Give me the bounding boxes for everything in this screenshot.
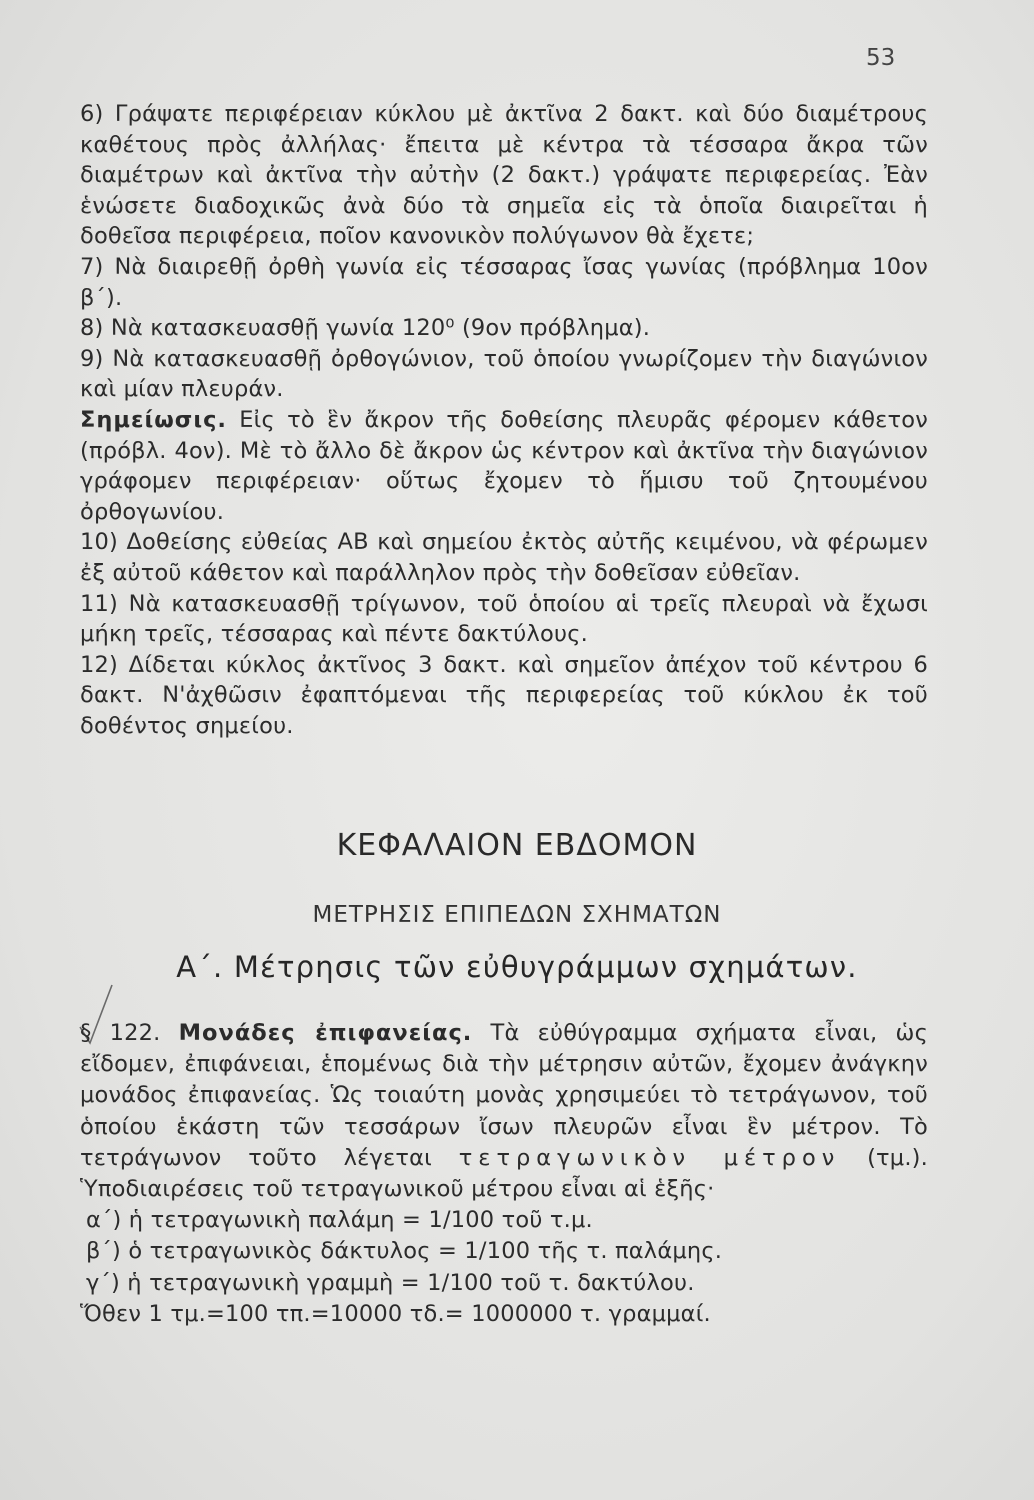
- exercises-block: [80, 99, 928, 741]
- exercise-6: 6) Γράψατε περιφέρειαν κύκλου μὲ ἀκτῖνα 2 δακτ. καὶ δύο διαμέτρους καθέτους πρὸς ἀλλήλας· ἔπειτα μὲ κέντρα τὰ τέσσαρα ἄκρα τῶν διαμέτρων καὶ ἀκτῖνα τὴν αὐτὴν (2 δακτ.) γράψατε περιφερείας. Ἐὰν ἑνώσετε διαδοχικῶς ἀνὰ δύο τὰ σημεῖα εἰς τὰ ὁποῖα διαιρεῖται ἡ δοθεῖσα περιφέρεια, ποῖον κανονικὸν πολύγωνον θὰ ἔχετε;: [80, 101, 928, 250]
- subdivision-b: β΄) ὁ τετραγωνικὸς δάκτυλος = 1/100 τῆς τ. παλάμης.: [86, 1238, 723, 1265]
- page-number: 53: [866, 45, 896, 71]
- exercise-10: 10) Δοθείσης εὐθείας ΑΒ καὶ σημείου ἐκτὸς αὐτῆς κειμένου, νὰ φέρωμεν ἐξ αὐτοῦ κάθετον καὶ παράλληλον πρὸς τὴν δοθεῖσαν εὐθεῖαν.: [80, 529, 928, 586]
- section-title: Α΄. Μέτρησις τῶν εὐθυγράμμων σχημάτων.: [176, 950, 858, 984]
- chapter-title: ΚΕΦΑΛΑΙΟΝ ΕΒΔΟΜΟΝ: [336, 828, 698, 863]
- exercise-12: 12) Δίδεται κύκλος ἀκτῖνος 3 δακτ. καὶ σημεῖον ἀπέχον τοῦ κέντρου 6 δακτ. Ν'ἀχθῶσιν ἐφαπτόμεναι τῆς περιφερείας τοῦ κύκλου ἐκ τοῦ δοθέντος σημείου.: [80, 651, 928, 739]
- exercise-9: 9) Νὰ κατασκευασθῇ ὀρθογώνιον, τοῦ ὁποίου γνωρίζομεν τὴν διαγώνιον καὶ μίαν πλευράν.: [80, 345, 928, 403]
- exercise-7: 7) Νὰ διαιρεθῇ ὀρθὴ γωνία εἰς τέσσαρας ἴσας γωνίας (πρόβλημα 10ον β΄).: [80, 253, 928, 311]
- conclusion-line: Ὅθεν 1 τμ.=100 τπ.=10000 τδ.= 1000000 τ. γραμμαί.: [80, 1300, 711, 1327]
- chapter-subtitle: ΜΕΤΡΗΣΙΣ ΕΠΙΠΕΔΩΝ ΣΧΗΜΑΤΩΝ: [312, 902, 722, 928]
- section-number: § 122.: [80, 1020, 161, 1046]
- note-label: Σημείωσις.: [80, 406, 227, 433]
- exercise-8: 8) Νὰ κατασκευασθῇ γωνία 120⁰ (9ον πρόβλημα).: [80, 315, 651, 342]
- spaced-term: τετραγωνικὸν μέτρον: [458, 1144, 841, 1171]
- section-text-b: (τμ.). Ὑποδιαιρέσεις τοῦ τετραγωνικοῦ μέτρου εἶναι αἱ ἑξῆς·: [80, 1144, 928, 1203]
- exercise-11: 11) Νὰ κατασκευασθῇ τρίγωνον, τοῦ ὁποίου αἱ τρεῖς πλευραὶ νὰ ἔχωσι μήκη τρεῖς, τέσσαρας καὶ πέντε δακτύλους.: [80, 590, 928, 648]
- subdivision-c: γ΄) ἡ τετραγωνικὴ γραμμὴ = 1/100 τοῦ τ. δακτύλου.: [86, 1269, 695, 1296]
- section-122-paragraph: [80, 1018, 928, 1205]
- section-text-a: Τὰ εὐθύγραμμα σχήματα εἶναι, ὡς εἴδομεν, ἐπιφάνειαι, ἑπομένως διὰ τὴν μέτρησιν αὐτῶν, ἔχομεν ἀνάγκην μονάδος ἐπιφανείας. Ὡς τοιαύτη μονὰς χρησιμεύει τὸ τετράγωνον, τοῦ ὁποίου ἑκάστη τῶν τεσσάρων ἴσων πλευρῶν εἶναι ἓν μέτρον. Τὸ τετράγωνον τοῦτο λέγεται: [80, 1020, 928, 1171]
- note-text: Εἰς τὸ ἓν ἄκρον τῆς δοθείσης πλευρᾶς φέρομεν κάθετον (πρόβλ. 4ον). Μὲ τὸ ἄλλο δὲ ἄκρον ὡς κέντρον καὶ ἀκτῖνα τὴν διαγώνιον γράφομεν περιφέρειαν· οὕτως ἔχομεν τὸ ἥμισυ τοῦ ζητουμένου ὀρθογωνίου.: [80, 406, 929, 525]
- section-heading: Μονάδες ἐπιφανείας.: [178, 1020, 473, 1046]
- note-paragraph: [80, 405, 928, 527]
- section-122-block: [80, 1018, 928, 1330]
- subdivision-a: α΄) ἡ τετραγωνικὴ παλάμη = 1/100 τοῦ τ.μ.: [86, 1207, 593, 1234]
